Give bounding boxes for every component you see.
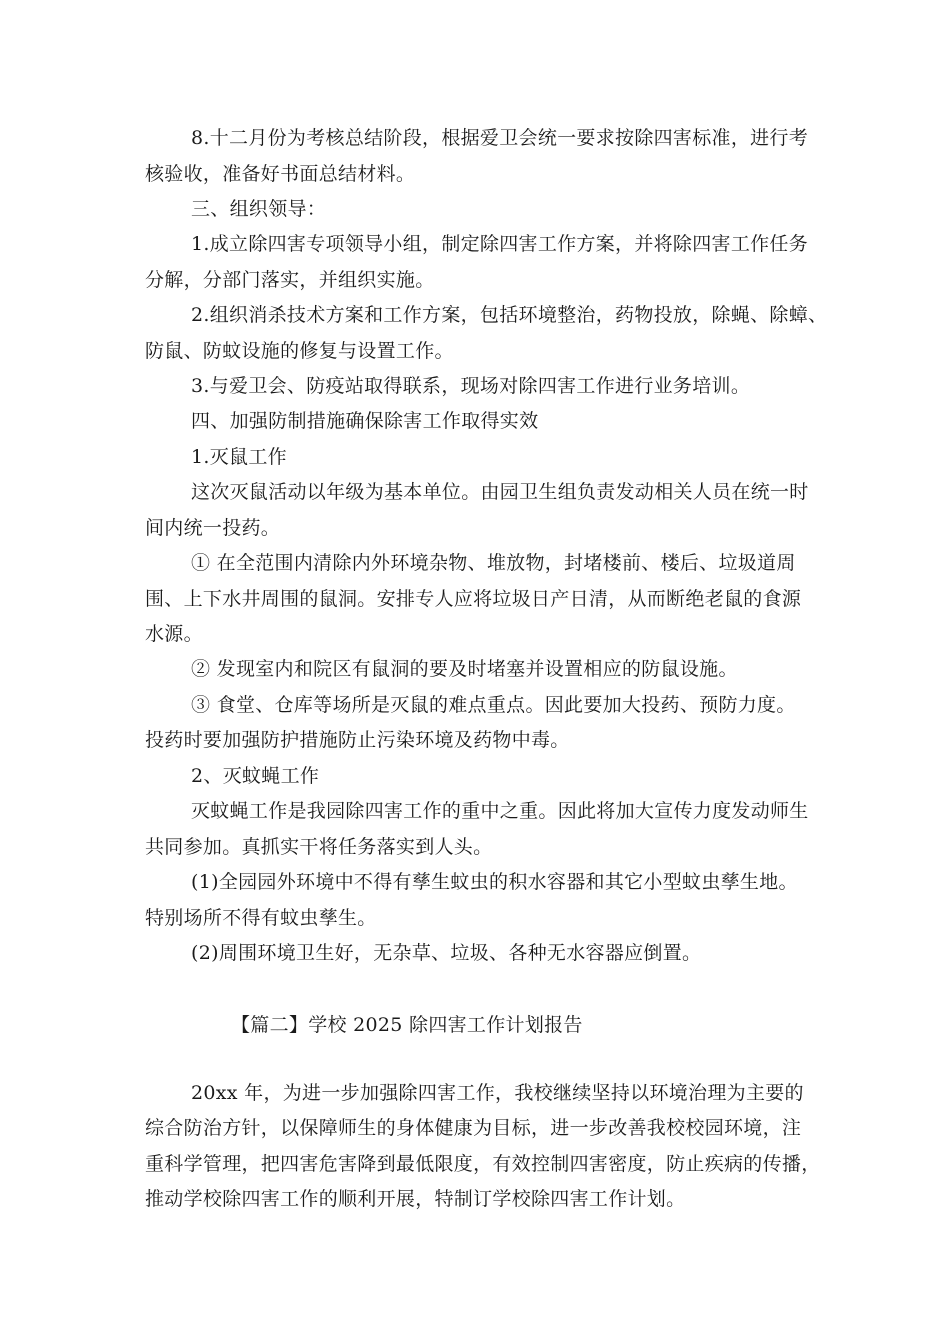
paragraph-line: 这次灭鼠活动以年级为基本单位。由园卫生组负责发动相关人员在统一时: [191, 481, 809, 503]
subsection-heading: 1.灭鼠工作: [191, 446, 287, 468]
paragraph-line: 8.十二月份为考核总结阶段，根据爱卫会统一要求按除四害标准，进行考: [191, 127, 809, 149]
paragraph-line: (1)全园园外环境中不得有孳生蚊虫的积水容器和其它小型蚊虫孳生地。: [191, 871, 798, 893]
section-heading: 四、加强防制措施确保除害工作取得实效: [191, 410, 539, 432]
paragraph-line: (2)周围环境卫生好，无杂草、垃圾、各种无水容器应倒置。: [191, 942, 702, 964]
paragraph-line: 投药时要加强防护措施防止污染环境及药物中毒。: [145, 729, 570, 751]
paragraph-line: 综合防治方针，以保障师生的身体健康为目标，进一步改善我校校园环境，注: [145, 1117, 802, 1139]
paragraph-line: 水源。: [145, 623, 203, 645]
paragraph-line: 围、上下水井周围的鼠洞。安排专人应将垃圾日产日清，从而断绝老鼠的食源: [145, 588, 802, 610]
paragraph-line: 1.成立除四害专项领导小组，制定除四害工作方案，并将除四害工作任务: [191, 233, 809, 255]
paragraph-line: 分解，分部门落实，并组织实施。: [145, 269, 435, 291]
paragraph-line: 2.组织消杀技术方案和工作方案，包括环境整治，药物投放，除蝇、除蟑、: [191, 304, 828, 326]
paragraph-line: 20xx 年，为进一步加强除四害工作，我校继续坚持以环境治理为主要的: [191, 1082, 804, 1104]
paragraph-line: 核验收，准备好书面总结材料。: [145, 163, 416, 185]
paragraph-line: ② 发现室内和院区有鼠洞的要及时堵塞并设置相应的防鼠设施。: [191, 658, 738, 680]
paragraph-line: ③ 食堂、仓库等场所是灭鼠的难点重点。因此要加大投药、预防力度。: [191, 694, 796, 716]
paragraph-line: ① 在全范围内清除内外环境杂物、堆放物，封堵楼前、楼后、垃圾道周: [191, 552, 796, 574]
paragraph-line: 共同参加。真抓实干将任务落实到人头。: [145, 836, 493, 858]
paragraph-line: 3.与爱卫会、防疫站取得联系，现场对除四害工作进行业务培训。: [191, 375, 751, 397]
section-heading: 三、组织领导：: [191, 198, 327, 220]
paragraph-line: 特别场所不得有蚊虫孳生。: [145, 907, 377, 929]
paragraph-line: 间内统一投药。: [145, 517, 281, 539]
subsection-heading: 2、灭蚊蝇工作: [191, 765, 320, 787]
paragraph-line: 推动学校除四害工作的顺利开展，特制订学校除四害工作计划。: [145, 1188, 686, 1210]
paragraph-line: 灭蚊蝇工作是我园除四害工作的重中之重。因此将加大宣传力度发动师生: [191, 800, 809, 822]
paragraph-line: 防鼠、防蚊设施的修复与设置工作。: [145, 340, 454, 362]
paragraph-line: 重科学管理，把四害危害降到最低限度，有效控制四害密度，防止疾病的传播，: [145, 1153, 821, 1175]
article-title: 【篇二】学校 2025 除四害工作计划报告: [231, 1014, 583, 1036]
